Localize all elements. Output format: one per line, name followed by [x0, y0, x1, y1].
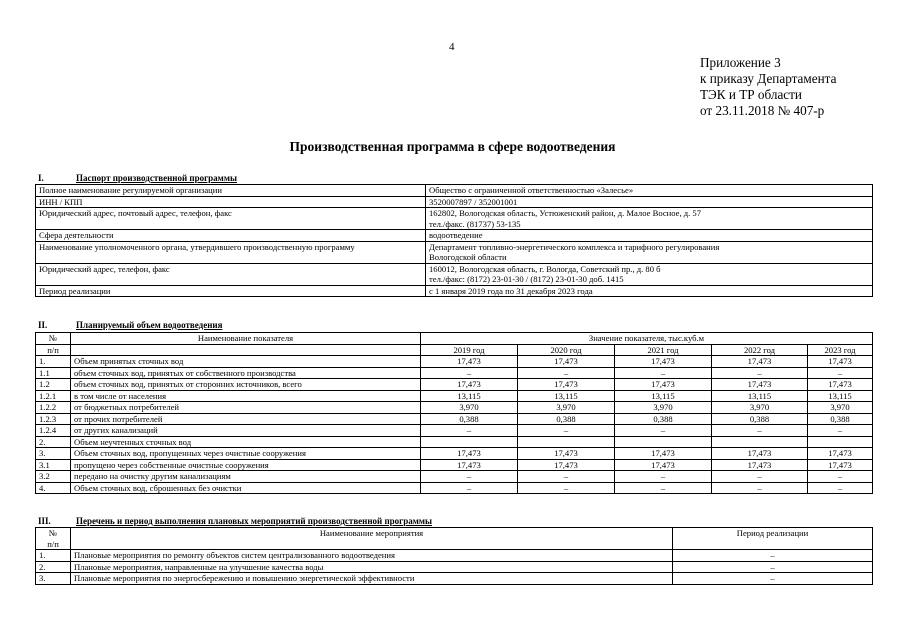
row-value: –: [808, 367, 873, 379]
row-value: –: [615, 425, 712, 437]
page-number: 4: [449, 41, 455, 53]
passport-value-line-2: Вологодской области: [429, 252, 507, 262]
passport-label: Полное наименование регулируемой организации: [36, 185, 426, 197]
activity-row: [36, 550, 873, 562]
row-value: 13,115: [808, 390, 873, 402]
appendix-line-2: к приказу Департамента: [700, 71, 837, 86]
row-indicator-name: от других канализаций: [71, 425, 421, 437]
row-value: 17,473: [421, 448, 518, 460]
section-3-number: III.: [38, 516, 51, 526]
row-value: [712, 436, 808, 448]
appendix-line-4: от 23.11.2018 № 407-р: [700, 103, 825, 118]
row-indicator-name: от бюджетных потребителей: [71, 402, 421, 414]
passport-value: [426, 241, 873, 263]
row-value: –: [615, 367, 712, 379]
row-value: 0,388: [518, 413, 615, 425]
row-value: –: [518, 367, 615, 379]
row-value: 13,115: [421, 390, 518, 402]
passport-value: [426, 263, 873, 285]
passport-row: [36, 263, 873, 285]
row-value: 17,473: [615, 459, 712, 471]
volume-row: [36, 402, 873, 414]
row-value: 13,115: [712, 390, 808, 402]
section-1-title: Паспорт производственной программы: [76, 173, 237, 183]
row-num: 2.: [36, 436, 71, 448]
passport-value-line-1: 162802, Вологодская область, Устюженский район, д. Малое Восное, д. 57: [429, 208, 702, 218]
row-value: –: [421, 425, 518, 437]
section-1-number: I.: [38, 173, 44, 183]
activity-name: Плановые мероприятия по ремонту объектов систем централизованного водоотведения: [71, 550, 673, 562]
row-value: 3,970: [615, 402, 712, 414]
passport-value: [426, 185, 873, 197]
activity-num: 1.: [36, 550, 71, 562]
passport-value-line-1: 3520007897 / 352001001: [429, 196, 518, 207]
row-value: 3,970: [712, 402, 808, 414]
activities-header-period: Период реализации: [673, 528, 873, 550]
row-value: 17,473: [518, 459, 615, 471]
activity-period: –: [673, 573, 873, 585]
row-value: 0,388: [615, 413, 712, 425]
row-value: 17,473: [615, 379, 712, 391]
document-title: Производственная программа в сфере водоотведения: [289, 139, 616, 154]
passport-value-line-1: Департамент топливно-энергетического комплекса и тарифного регулирования: [429, 241, 720, 252]
activity-name: Плановые мероприятия по энергосбережению и повышению энергетической эффективности: [71, 573, 673, 585]
activities-header-num-line2: п/п: [47, 538, 59, 549]
volume-row: [36, 448, 873, 460]
row-num: 1.2.3: [36, 413, 71, 425]
row-value: 17,473: [518, 356, 615, 368]
passport-row: [36, 196, 873, 208]
activities-table: [35, 527, 873, 585]
row-value: –: [808, 425, 873, 437]
section-2-number: II.: [38, 320, 48, 330]
row-value: 17,473: [808, 448, 873, 460]
volume-row: [36, 413, 873, 425]
row-value: 13,115: [518, 390, 615, 402]
row-value: –: [518, 425, 615, 437]
row-num: 1.2.1: [36, 390, 71, 402]
row-value: 0,388: [712, 413, 808, 425]
row-value: 17,473: [615, 356, 712, 368]
row-value: 0,388: [421, 413, 518, 425]
header-year: 2022 год: [712, 344, 808, 356]
row-value: –: [808, 482, 873, 494]
passport-label: Юридический адрес, почтовый адрес, телефон, факс: [36, 208, 426, 230]
header-year: 2019 год: [421, 344, 518, 356]
passport-value-line-1: водоотведение: [429, 230, 483, 240]
volume-table-header-row-2: [36, 344, 873, 356]
row-value: 0,388: [808, 413, 873, 425]
volume-row: [36, 356, 873, 368]
passport-value-line-2: тел./факс. (81737) 53-135: [429, 218, 521, 229]
volume-table-header-row-1: [36, 333, 873, 345]
header-year: 2023 год: [808, 344, 873, 356]
row-num: 1.2: [36, 379, 71, 391]
row-value: –: [421, 471, 518, 483]
activity-row: [36, 573, 873, 585]
row-value: –: [518, 482, 615, 494]
passport-value: [426, 208, 873, 230]
passport-value-line-2: тел./факс: (8172) 23-01-30 / (8172) 23-01-30 доб. 1415: [429, 274, 624, 284]
passport-row: [36, 185, 873, 197]
appendix-line-1: Приложение 3: [700, 55, 781, 70]
row-value: –: [712, 425, 808, 437]
row-num: 3.: [36, 448, 71, 460]
row-value: [808, 436, 873, 448]
passport-table: [35, 184, 873, 297]
volume-row: [36, 379, 873, 391]
passport-label: Наименование уполномоченного органа, утвердившего производственную программу: [36, 241, 426, 263]
passport-value-line-1: 160012, Вологодская область, г. Вологда, Советский пр., д. 80 б: [429, 263, 661, 274]
row-num: 3.2: [36, 471, 71, 483]
passport-label: Сфера деятельности: [36, 230, 426, 242]
passport-row: [36, 285, 873, 297]
volume-row: [36, 482, 873, 494]
row-value: –: [808, 471, 873, 483]
activities-header-num-line1: №: [48, 528, 58, 538]
header-year: 2020 год: [518, 344, 615, 356]
row-value: 17,473: [808, 356, 873, 368]
passport-value: [426, 285, 873, 297]
row-value: 17,473: [712, 459, 808, 471]
activity-name: Плановые мероприятия, направленные на улучшение качества воды: [71, 561, 673, 573]
row-indicator-name: Объем принятых сточных вод: [71, 356, 421, 368]
row-value: –: [615, 482, 712, 494]
row-indicator-name: в том числе от населения: [71, 390, 421, 402]
activity-period: –: [673, 561, 873, 573]
row-value: –: [712, 367, 808, 379]
row-num: 1.2.2: [36, 402, 71, 414]
row-indicator-name: Объем сточных вод, сброшенных без очистки: [71, 482, 421, 494]
passport-label: Период реализации: [36, 285, 426, 297]
volume-row: [36, 459, 873, 471]
passport-label: Юридический адрес, телефон, факс: [36, 263, 426, 285]
section-3-title: Перечень и период выполнения плановых мероприятий производственной программы: [76, 516, 433, 526]
row-num: 4.: [36, 482, 71, 494]
row-value: 3,970: [808, 402, 873, 414]
volume-table: [35, 332, 873, 494]
row-indicator-name: объем сточных вод, принятых от собственного производства: [71, 367, 421, 379]
row-value: 17,473: [712, 379, 808, 391]
header-num-line2: п/п: [36, 344, 71, 356]
row-indicator-name: передано на очистку другим канализациям: [71, 471, 421, 483]
activity-period: –: [673, 550, 873, 562]
header-indicator-name: Наименование показателя: [71, 333, 421, 345]
header-num: №: [36, 333, 71, 345]
row-value: 17,473: [518, 448, 615, 460]
row-value: –: [421, 367, 518, 379]
activity-row: [36, 561, 873, 573]
row-value: 17,473: [712, 356, 808, 368]
row-value: [518, 436, 615, 448]
row-value: [615, 436, 712, 448]
row-value: –: [712, 471, 808, 483]
passport-row: [36, 241, 873, 263]
row-value: 3,970: [421, 402, 518, 414]
volume-row: [36, 471, 873, 483]
row-value: –: [712, 482, 808, 494]
section-2-title: Планируемый объем водоотведения: [76, 320, 223, 330]
passport-value-line-1: Общество с ограниченной ответственностью «Залесье»: [429, 185, 634, 195]
activities-header-row: [36, 528, 873, 550]
row-value: –: [518, 471, 615, 483]
passport-row: [36, 230, 873, 242]
appendix-line-3: ТЭК и ТР области: [700, 87, 802, 102]
row-value: [421, 436, 518, 448]
row-value: –: [615, 471, 712, 483]
row-num: 3.1: [36, 459, 71, 471]
row-num: 1.2.4: [36, 425, 71, 437]
row-value: 17,473: [421, 379, 518, 391]
row-num: 1.1: [36, 367, 71, 379]
row-indicator-name: Объем неучтенных сточных вод: [71, 436, 421, 448]
row-value: 13,115: [615, 390, 712, 402]
header-value: Значение показателя, тыс.куб.м: [421, 333, 873, 345]
row-value: 17,473: [712, 448, 808, 460]
activity-num: 2.: [36, 561, 71, 573]
header-empty-cell: [71, 344, 421, 356]
header-year: 2021 год: [615, 344, 712, 356]
row-value: –: [421, 482, 518, 494]
activities-header-num: [36, 528, 71, 550]
row-value: 17,473: [808, 459, 873, 471]
row-indicator-name: объем сточных вод, принятых от сторонних источников, всего: [71, 379, 421, 391]
row-value: 17,473: [615, 448, 712, 460]
activities-header-name: Наименование мероприятия: [71, 528, 673, 550]
row-value: 3,970: [518, 402, 615, 414]
row-value: 17,473: [808, 379, 873, 391]
row-indicator-name: Объем сточных вод, пропущенных через очистные сооружения: [71, 448, 421, 460]
volume-row: [36, 367, 873, 379]
volume-row: [36, 390, 873, 402]
passport-value: [426, 196, 873, 208]
row-value: 17,473: [518, 379, 615, 391]
passport-row: [36, 208, 873, 230]
row-num: 1.: [36, 356, 71, 368]
volume-row: [36, 425, 873, 437]
passport-value-line-1: с 1 января 2019 года по 31 декабря 2023 года: [429, 285, 593, 296]
volume-row: [36, 436, 873, 448]
appendix-block: [700, 55, 836, 119]
row-value: 17,473: [421, 459, 518, 471]
row-indicator-name: от прочих потребителей: [71, 413, 421, 425]
row-indicator-name: пропущено через собственные очистные сооружения: [71, 459, 421, 471]
passport-value: [426, 230, 873, 242]
activity-num: 3.: [36, 573, 71, 585]
passport-label: ИНН / КПП: [36, 196, 426, 208]
row-value: 17,473: [421, 356, 518, 368]
